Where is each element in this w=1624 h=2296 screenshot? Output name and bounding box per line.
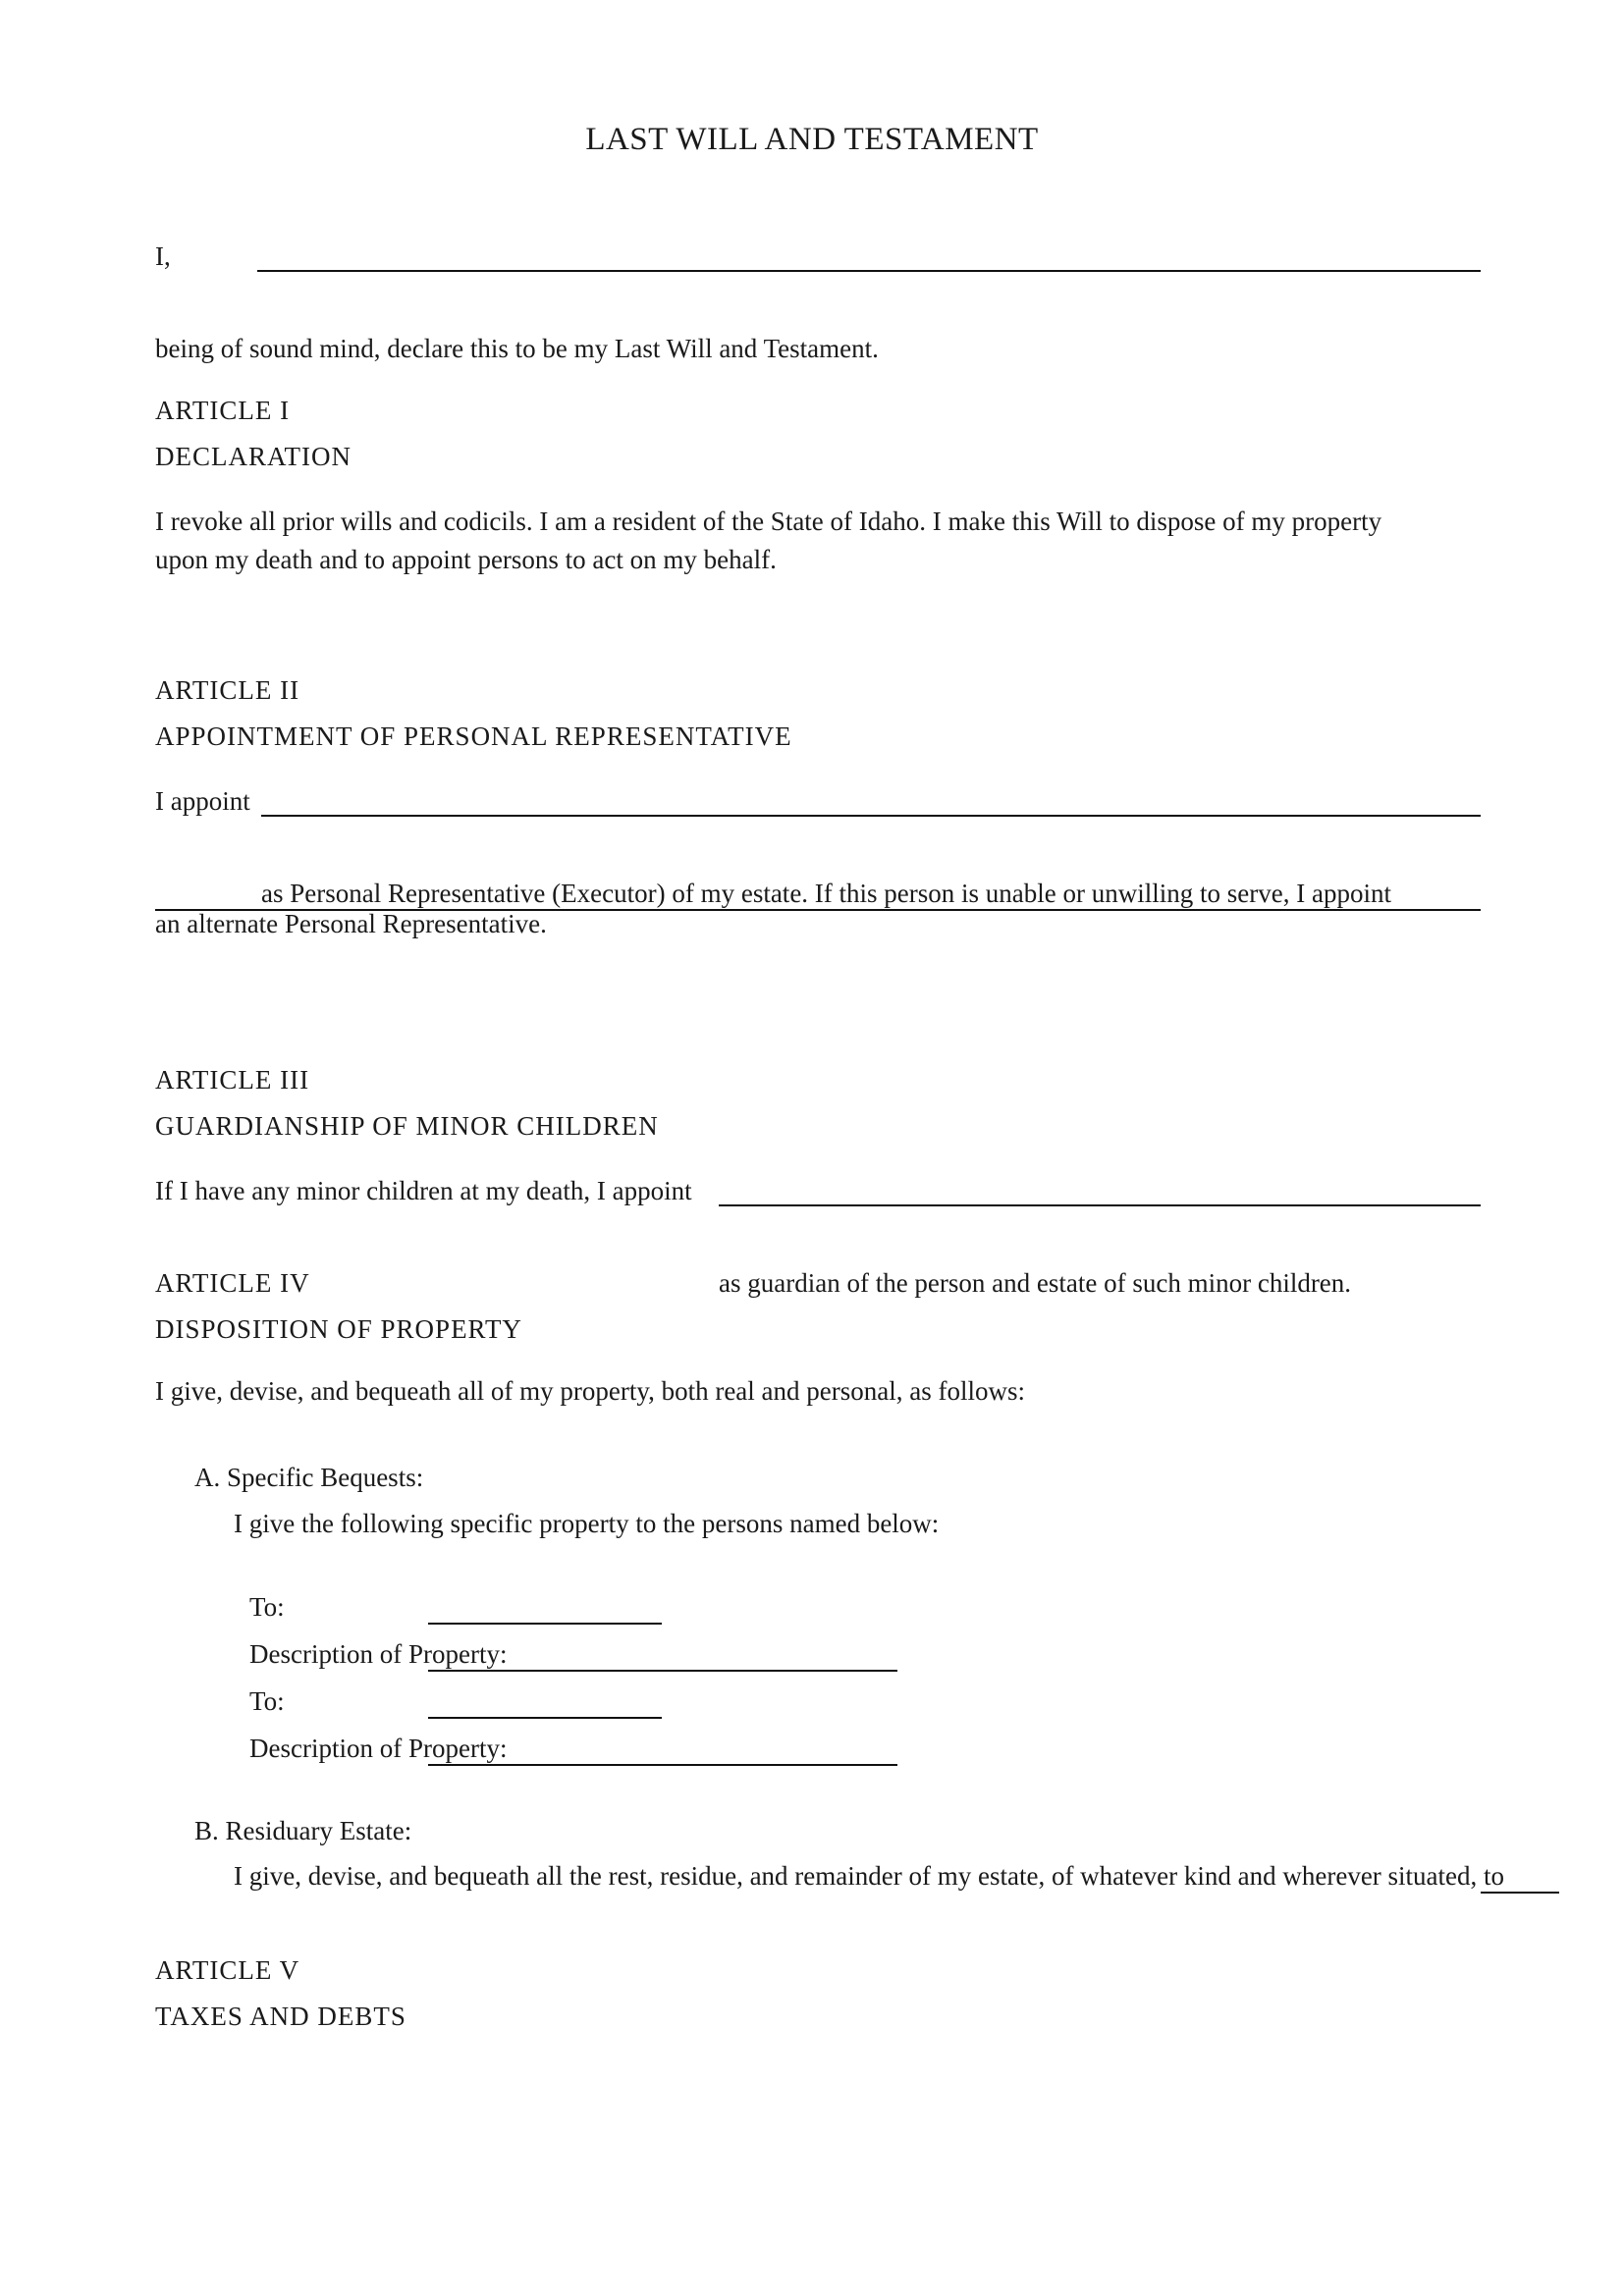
appoint-prefix: I appoint <box>155 786 250 816</box>
bequest-2-to-label: To: <box>249 1686 285 1716</box>
article-2-number: ARTICLE II <box>155 675 300 705</box>
document-title: LAST WILL AND TESTAMENT <box>585 122 1039 157</box>
specific-bequests-heading: A. Specific Bequests: <box>194 1463 424 1492</box>
bequest-2-recipient-field[interactable] <box>428 1717 662 1719</box>
intro-text: being of sound mind, declare this to be my Last Will and Testament. <box>155 334 879 363</box>
bequest-2-description-field[interactable] <box>428 1764 897 1766</box>
article-1-text-line-2: upon my death and to appoint persons to act on my behalf. <box>155 545 777 574</box>
article-2-text-line-1: as Personal Representative (Executor) of my estate. If this person is unable or unwilling to serve, I appoint <box>261 879 1391 908</box>
bequest-1-description-label: Description of Property: <box>249 1639 508 1669</box>
article-1-heading: DECLARATION <box>155 442 352 471</box>
residuary-beneficiary-field[interactable] <box>1481 1892 1559 1894</box>
guardian-name-field[interactable] <box>719 1204 1481 1206</box>
article-4-heading: DISPOSITION OF PROPERTY <box>155 1314 522 1344</box>
article-2-heading: APPOINTMENT OF PERSONAL REPRESENTATIVE <box>155 721 792 751</box>
article-4-number: ARTICLE IV <box>155 1268 310 1298</box>
personal-representative-field[interactable] <box>261 815 1481 817</box>
testator-prefix: I, <box>155 241 171 271</box>
guardian-text: as guardian of the person and estate of such minor children. <box>719 1268 1352 1298</box>
bequest-1-recipient-field[interactable] <box>428 1623 662 1625</box>
bequest-1-description-field[interactable] <box>428 1670 897 1672</box>
article-1-number: ARTICLE I <box>155 396 291 425</box>
article-5-number: ARTICLE V <box>155 1955 300 1985</box>
guardian-appoint-text: If I have any minor children at my death, I appoint <box>155 1176 692 1205</box>
article-3-heading: GUARDIANSHIP OF MINOR CHILDREN <box>155 1111 659 1141</box>
article-5-heading: TAXES AND DEBTS <box>155 2002 406 2031</box>
article-3-number: ARTICLE III <box>155 1065 310 1095</box>
residuary-estate-text: I give, devise, and bequeath all the rest, residue, and remainder of my estate, of whatever kind and wherever situated, to <box>234 1861 1505 1891</box>
bequest-1-to-label: To: <box>249 1592 285 1622</box>
article-1-text-line-1: I revoke all prior wills and codicils. I am a resident of the State of Idaho. I make this Will to dispose of my property <box>155 507 1382 536</box>
disposition-intro: I give, devise, and bequeath all of my property, both real and personal, as follows: <box>155 1376 1025 1406</box>
article-2-text-line-2: an alternate Personal Representative. <box>155 909 547 938</box>
residuary-estate-heading: B. Residuary Estate: <box>194 1816 412 1845</box>
specific-bequests-intro: I give the following specific property to the persons named below: <box>234 1509 940 1538</box>
testator-name-field[interactable] <box>257 270 1481 272</box>
bequest-2-description-label: Description of Property: <box>249 1734 508 1763</box>
